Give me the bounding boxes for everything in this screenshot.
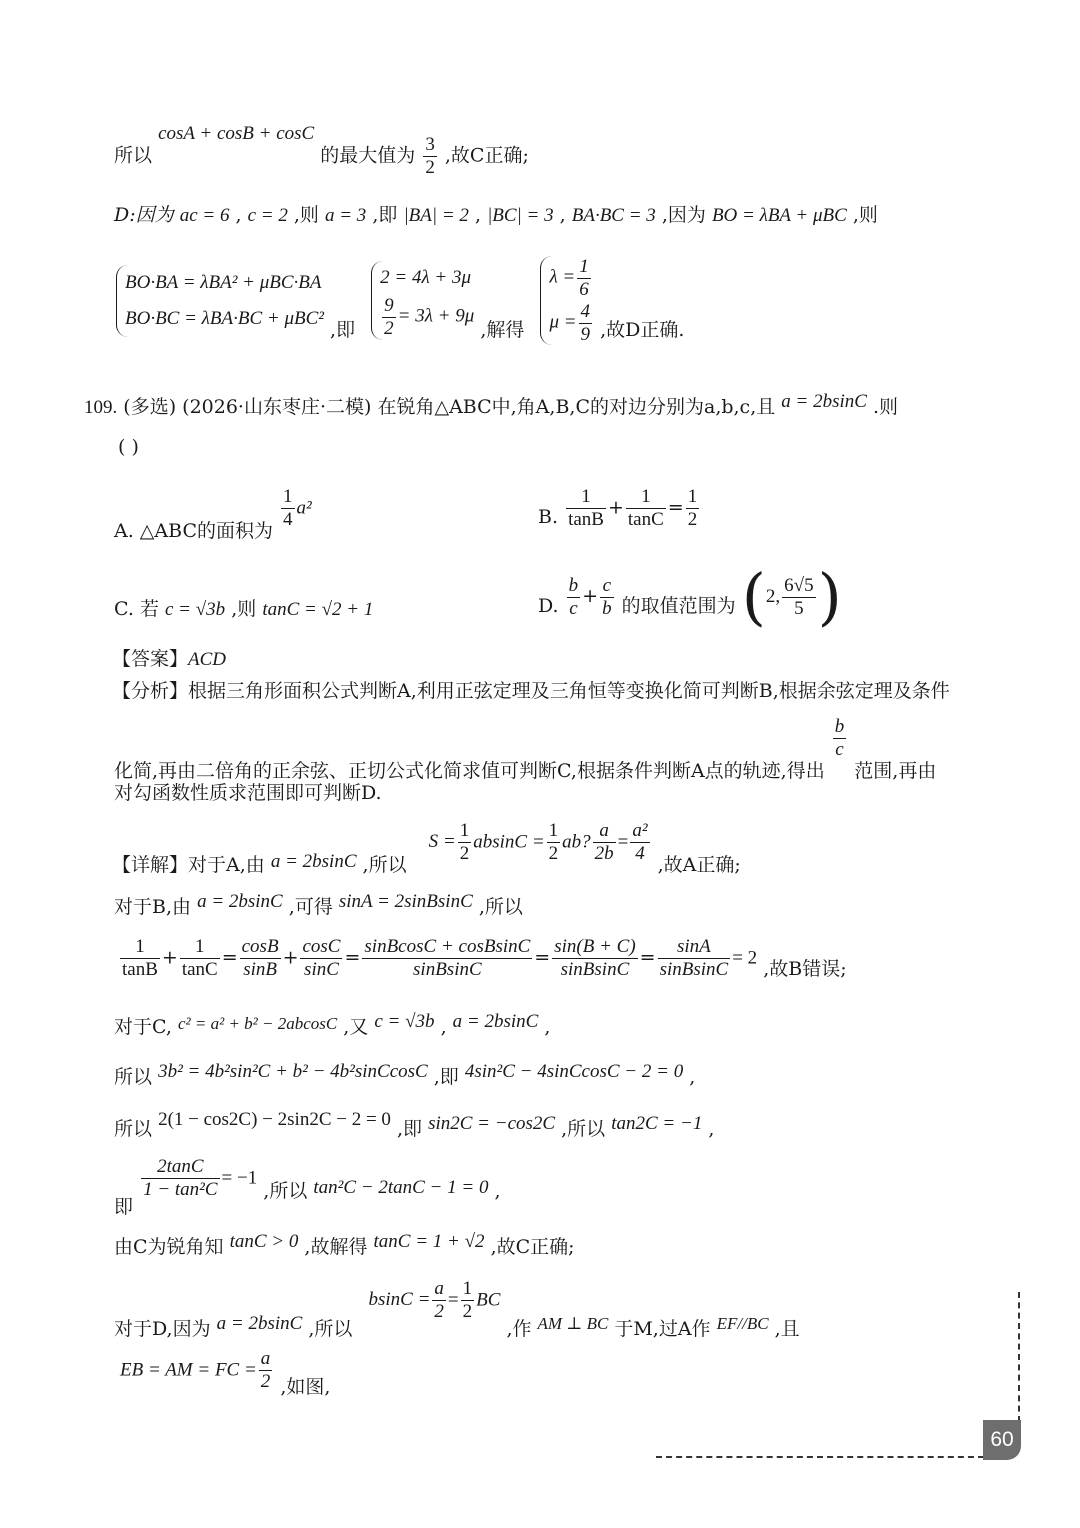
text: 所以 [114, 1118, 153, 1140]
analysis-line-2 [114, 716, 937, 783]
fraction: $\frac{c}{b}$ [602, 574, 612, 619]
text: 对于A,由 [188, 854, 265, 877]
analysis-line-1 [112, 680, 950, 703]
text: ,又 [343, 1016, 369, 1038]
fraction: $\frac{1}{\tan B}$ [122, 936, 158, 980]
formula: BA·BC = 3 [571, 205, 656, 226]
text: ,因为 [661, 204, 706, 226]
page-border-decoration [656, 1456, 984, 1458]
page-border-decoration [1018, 1292, 1020, 1422]
text: .则 [873, 396, 899, 418]
answer-value: ACD [188, 649, 227, 670]
fraction: $\frac{3}{2}$ [425, 134, 435, 178]
formula: tan²C − 2tanC − 1 = 0 [313, 1177, 489, 1199]
option-a [114, 486, 312, 543]
detail-b-chain: $\frac{1}{\tan B}$ + $\frac{1}{\tan C}$ = $\frac{\cos B}{\sin B}$ + $\frac{\cos C}{\sin C}$ = $\frac{\text{sinBcosC + cosBsinC}}{\text{sinBsinC}}$ = $\frac{\sin(B + C)}{\text{sinBsinC}}$ = $\frac{\sin A}{\text{sinBsinC}}$ = 2 ,故B错误; [122, 936, 847, 981]
detail-c-line-4 [114, 1156, 501, 1219]
fraction: $\frac{\sin A}{\text{sinBsinC}}$ [659, 936, 729, 980]
fraction: $\frac{\sin(B + C)}{\text{sinBsinC}}$ [554, 936, 636, 980]
fraction: $\frac{1}{2}$ [687, 486, 698, 530]
text: ,所以 [263, 1180, 308, 1203]
text: ,解得 [480, 318, 525, 341]
formula: a² [296, 497, 312, 519]
detail-d-line-1 [114, 1278, 800, 1341]
option-label: B. [538, 506, 559, 529]
fraction: $\frac{a}{2}$ [434, 1278, 444, 1322]
formula: a = 2bsinC [781, 391, 867, 412]
option-d: D. $\frac{b}{c}$ + $\frac{c}{b}$ 的取值范围为 (2, $\frac{6√5}{5}$ ) [538, 560, 842, 633]
text: , [708, 1118, 715, 1140]
text: 化简,再由二倍角的正余弦、正切公式化简求值可判断C,根据条件判断A点的轨迹,得出 [114, 760, 825, 783]
formula: BC [476, 1289, 501, 1311]
formula: 4sin²C − 4sinCcosC − 2 = 0 [464, 1061, 684, 1082]
text: ,故解得 [304, 1236, 368, 1258]
question-text: (多选) (2026·山东枣庄·二模) 在锐角△ABC中,角A,B,C的对边分别为a,b,c,且 [123, 396, 776, 418]
text: , [689, 1066, 696, 1088]
formula: = −1 [221, 1167, 258, 1189]
fraction: $\frac{\text{sinBcosC + cosBsinC}}{\text{sinBsinC}}$ [364, 936, 531, 980]
formula: c = √3b [374, 1011, 435, 1032]
equation-systems-line [116, 256, 684, 345]
fraction: $\frac{a}{2}$ [260, 1348, 271, 1392]
fraction: $\frac{b}{c}$ [568, 574, 579, 619]
text: ,所以 [561, 1118, 606, 1140]
fraction: $\frac{2\tan C}{\text{1 − tan²C}}$ [143, 1156, 218, 1200]
answer-blank: ( ) [118, 436, 139, 458]
formula: c² = a² + b² − 2abcosC [177, 1014, 338, 1033]
text: ,则 [852, 204, 878, 226]
detail-c-line-2 [114, 1061, 696, 1090]
formula: tanC = √2 + 1 [262, 599, 374, 620]
text: 即 [114, 1196, 134, 1219]
text: ,即 [396, 1118, 423, 1140]
formula: BO = λBA + μBC [711, 205, 847, 226]
text: 所以 [114, 1066, 153, 1088]
formula: = [447, 1289, 459, 1311]
text: 对于D,因为 [114, 1318, 211, 1341]
formula: ac = 6 [179, 205, 230, 226]
detail-c-line-3 [114, 1109, 715, 1142]
fraction: $\frac{\text{a²}}{4}$ [632, 820, 648, 864]
text: ,即 [330, 318, 356, 341]
fraction: $\frac{1}{\tan C}$ [627, 486, 664, 530]
text: 对于B,由 [114, 896, 192, 918]
page-number: 60 [983, 1420, 1021, 1460]
formula: = [617, 831, 629, 853]
formula: a = 2bsinC [270, 851, 357, 873]
option-label: C. 若 [114, 598, 159, 620]
formula: a = 2bsinC [216, 1313, 303, 1335]
question-stem [84, 391, 899, 420]
text: ,即 [372, 204, 398, 226]
fraction: $\frac{a}{2b}$ [594, 820, 614, 864]
formula: 2, [765, 586, 781, 607]
text: ,且 [774, 1318, 800, 1341]
fraction: $\frac{1}{2}$ [548, 820, 559, 864]
text: ,故D正确. [600, 318, 685, 341]
text: , [494, 1180, 501, 1203]
paren-open: ( [741, 560, 766, 633]
text: ,所以 [362, 854, 407, 877]
fraction: $\frac{6√5}{5}$ [784, 574, 814, 619]
detail-b-line [114, 891, 523, 920]
formula: tanC > 0 [229, 1231, 299, 1252]
formula: AM ⊥ BC [537, 1314, 609, 1334]
formula: EF//BC [716, 1314, 769, 1334]
text: ,则 [293, 204, 319, 226]
formula: tan2C = −1 [611, 1113, 703, 1134]
formula: c = √3b [165, 599, 226, 620]
text: 由C为锐角知 [114, 1236, 224, 1258]
formula: c = 2 [247, 205, 288, 226]
text: 的最大值为 [320, 144, 416, 167]
detail-c-line-5 [114, 1231, 575, 1260]
text: ,如图, [280, 1376, 331, 1399]
fraction: $\frac{1}{\tan B}$ [568, 486, 604, 530]
fraction: $\frac{\cos C}{\sin C}$ [302, 936, 341, 980]
fraction: $\frac{1}{4}$ [283, 486, 293, 530]
text: 对于C, [114, 1016, 172, 1038]
text: 的取值范围为 [621, 595, 736, 617]
formula: sin2C = −cos2C [428, 1113, 556, 1134]
formula: a = 2bsinC [452, 1011, 539, 1032]
formula: absinC = [473, 831, 545, 853]
formula: cosA + cosB + cosC [158, 123, 315, 145]
text: ,则 [231, 598, 257, 620]
text: , [544, 1016, 551, 1038]
detail-label: 【详解】 [112, 854, 189, 877]
fraction: $\frac{1}{\tan C}$ [181, 936, 218, 980]
fraction: $\frac{\cos B}{\sin B}$ [241, 936, 279, 980]
paren-close: ) [817, 560, 842, 633]
option-b: B. $\frac{1}{\tan B}$ + $\frac{1}{\tan C}$ = $\frac{1}{2}$ [538, 486, 698, 530]
text: ,可得 [288, 896, 333, 918]
formula: a = 2bsinC [197, 891, 283, 912]
fraction: $\frac{b}{c}$ [834, 716, 845, 760]
question-number: 109. [84, 397, 118, 418]
option-label: A. △ABC的面积为 [114, 520, 273, 543]
detail-c-line-1: 对于C, c² = a² + b² − 2abcosC ,又 c = √3b , a = 2bsinC , [114, 1011, 551, 1038]
text: 根据三角形面积公式判断A,利用正弦定理及三角恒等变换化简可判断B,根据余弦定理及条件 [188, 680, 950, 702]
detail-d-line-2 [120, 1348, 331, 1399]
text: ,所以 [308, 1318, 353, 1341]
fraction: $\frac{1}{2}$ [462, 1278, 473, 1322]
text: ,即 [433, 1066, 459, 1088]
formula: a = 3 [324, 205, 367, 226]
formula: = 2 [732, 947, 758, 969]
equation-system: 2 = 4λ + 3μ $\frac{9}{2}$ = 3λ + 9μ [371, 261, 474, 340]
equation-system: λ = $\frac{1}{6}$ μ = $\frac{4}{9}$ [540, 256, 594, 345]
formula: sinA = 2sinBsinC [338, 891, 473, 912]
fraction: $\frac{1}{2}$ [459, 820, 470, 864]
formula: |BA| = 2 [403, 205, 469, 226]
text: ,故B错误; [763, 958, 847, 981]
option-label: D. [538, 595, 559, 617]
answer-label: 【答案】 [112, 648, 189, 670]
formula: 3b² = 4b²sin²C + b² − 4b²sinCcosC [158, 1061, 428, 1082]
text: ,故C正确; [490, 1236, 575, 1258]
text: 所以 [114, 144, 153, 167]
text: 于M,过A作 [614, 1318, 711, 1341]
answer-line [112, 648, 226, 672]
cos-sum-line [114, 123, 529, 179]
formula: 2(1 − cos2C) − 2sin2C − 2 = 0 [158, 1109, 391, 1130]
d-condition-line: D:因为 ac = 6 , c = 2 ,则 a = 3 ,即 |BA| = 2 , |BC| = 3 , BA·BC = 3 ,因为 BO = λBA + μBC ,则 [114, 204, 878, 226]
text: ,所以 [478, 896, 523, 918]
text: D:因为 [114, 204, 174, 226]
option-c [114, 598, 373, 622]
formula: S = [428, 831, 456, 853]
formula: ab? [562, 831, 591, 853]
text: ,故A正确; [657, 854, 741, 877]
analysis-line-3: 对勾函数性质求范围即可判断D. [114, 782, 382, 804]
formula: tanC = 1 + √2 [373, 1231, 485, 1252]
equation-system: BO·BA = λBA² + μBC·BA BO·BC = λBA·BC + μBC² [116, 265, 324, 337]
formula: EB = AM = FC = [120, 1359, 257, 1381]
text: ,作 [506, 1318, 532, 1341]
text: 范围,再由 [854, 760, 937, 783]
detail-a-line [112, 820, 741, 877]
analysis-label: 【分析】 [112, 680, 189, 702]
formula: |BC| = 3 [487, 205, 554, 226]
formula: bsinC = [368, 1289, 431, 1311]
text: ,故C正确; [444, 144, 529, 167]
